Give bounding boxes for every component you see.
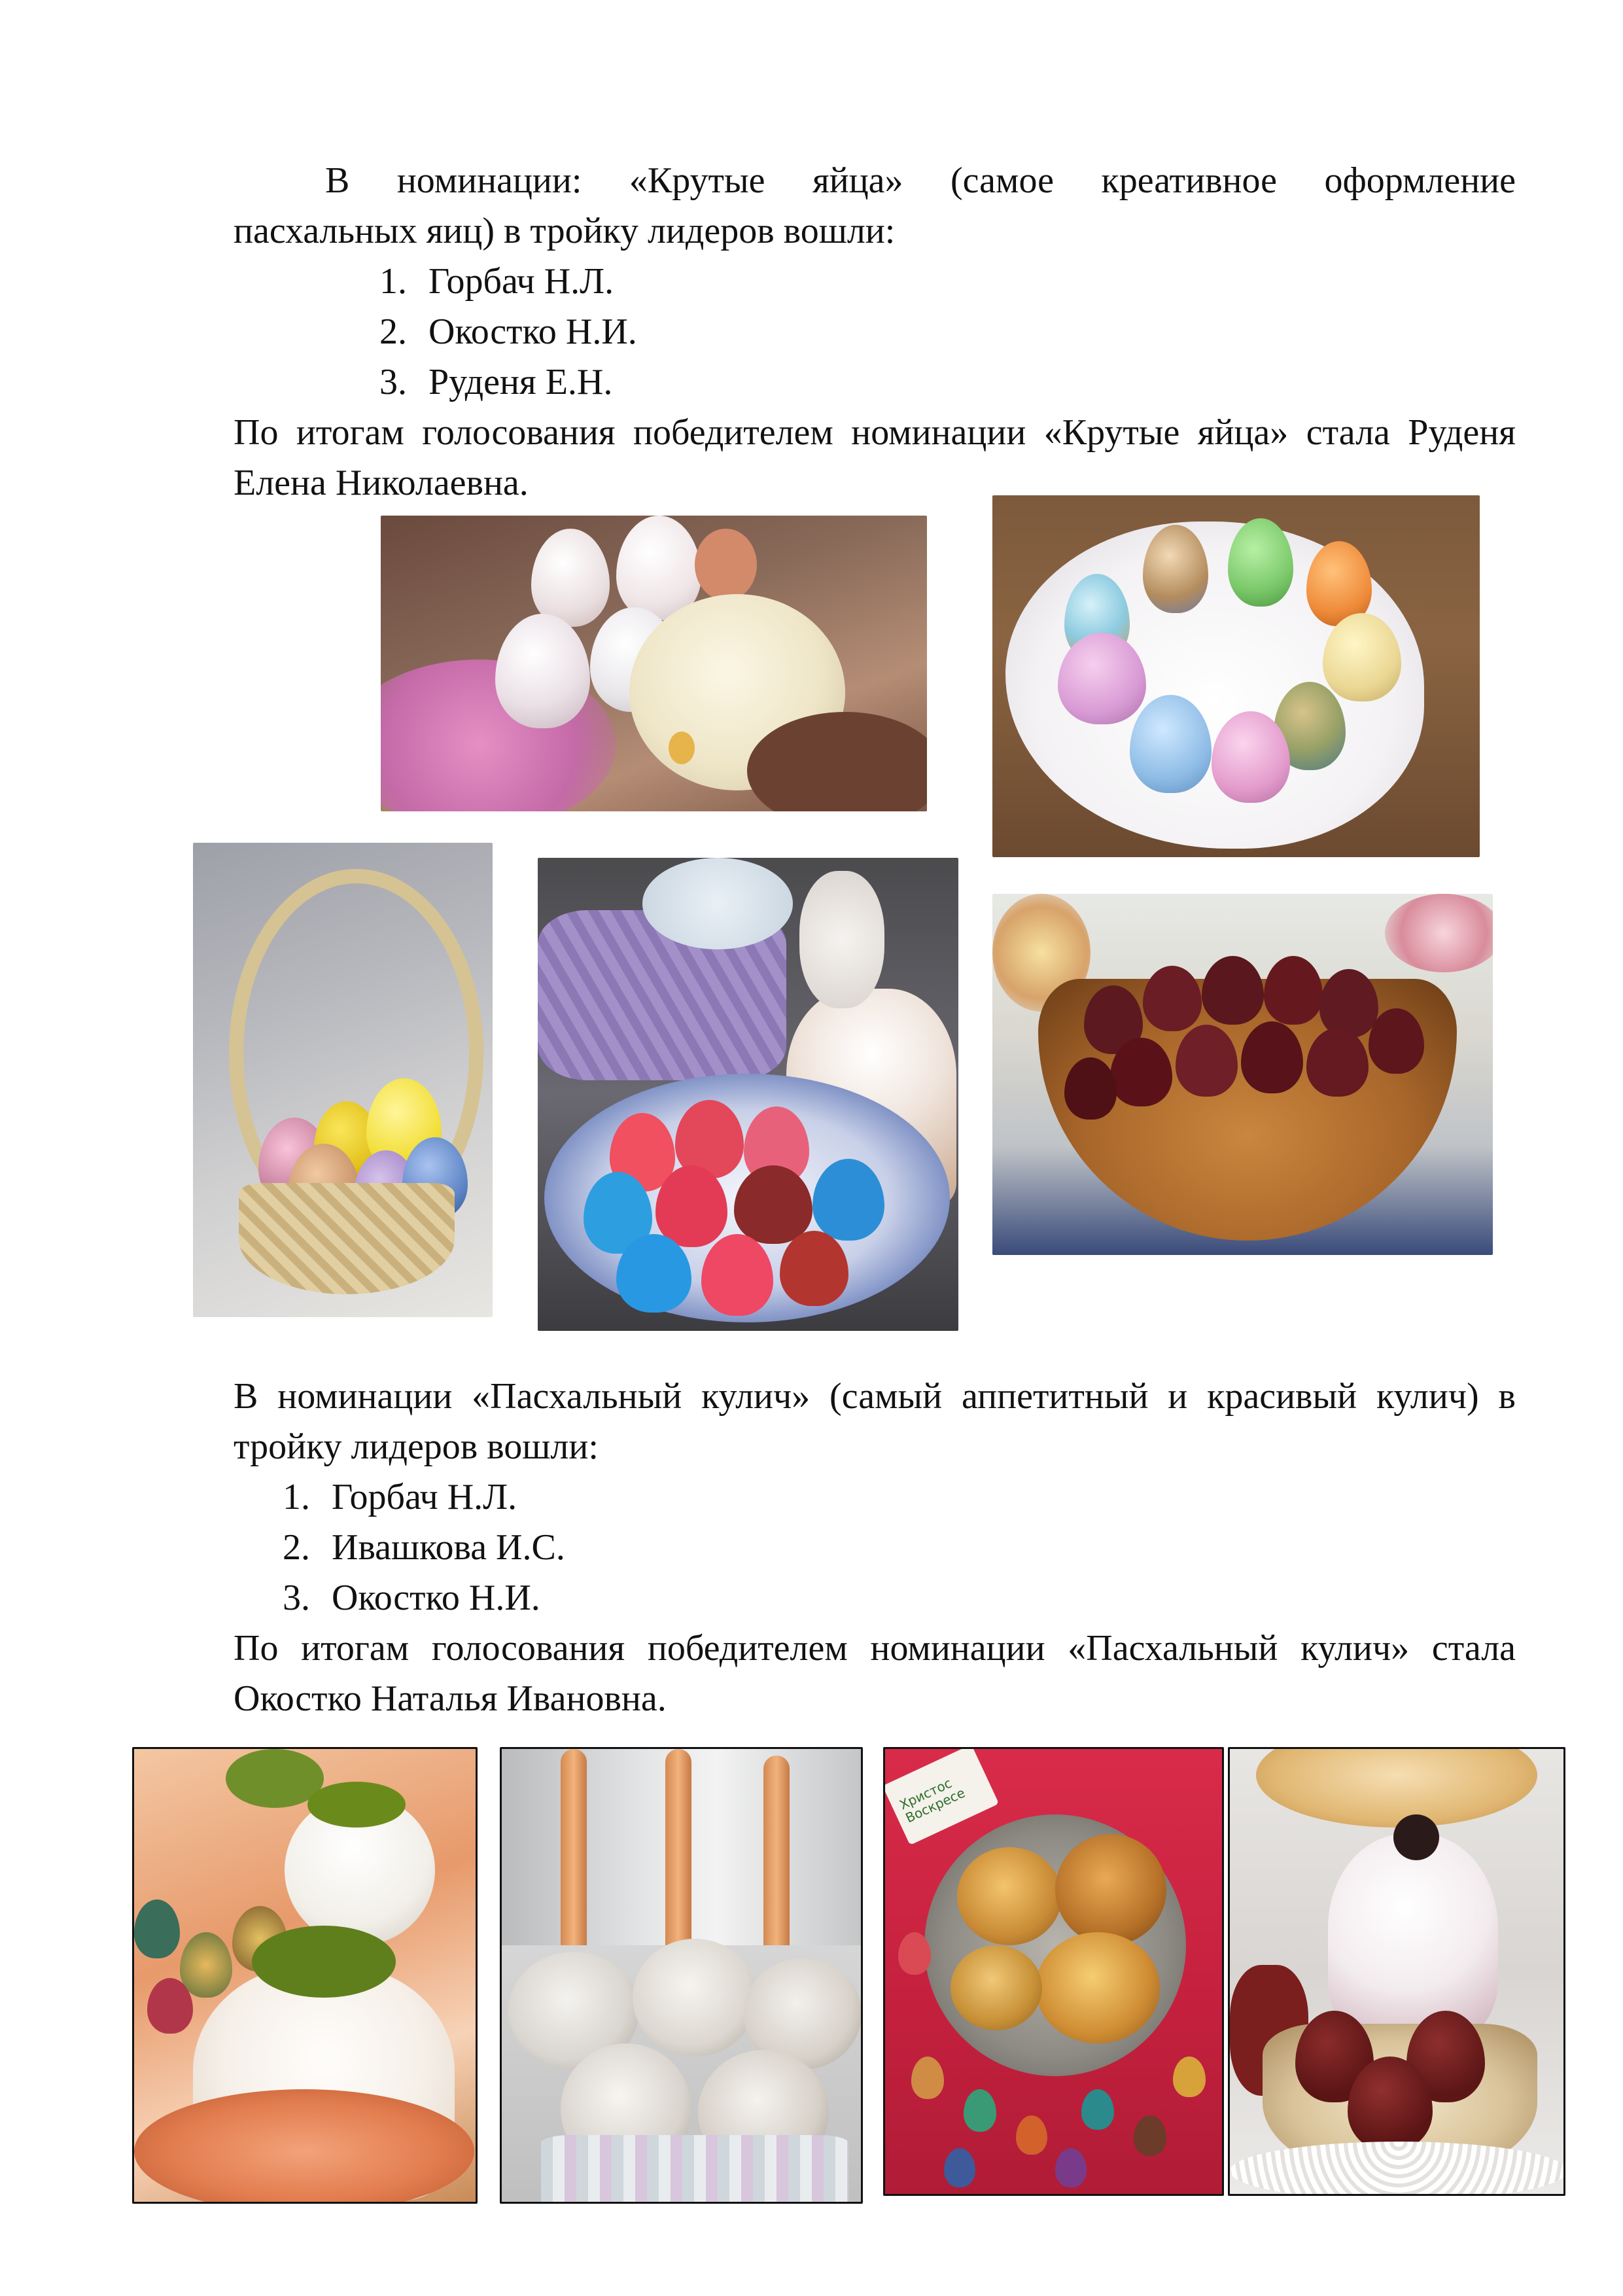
section1-intro-line1 xyxy=(234,156,1516,206)
photo-kulich-with-candles xyxy=(500,1747,863,2204)
section2-result: По итогам голосования победителем номинации «Пасхальный кулич» стала Окостко Наталья Ивановна. xyxy=(234,1628,1516,1719)
list-item: 1. Горбач Н.Л. xyxy=(283,1477,517,1517)
photo-decoupage-eggs-chick xyxy=(381,516,927,811)
photo-pastel-eggs-white-dish xyxy=(992,495,1480,857)
photo-basket-with-eggs xyxy=(193,843,493,1317)
section2-intro: В номинации «Пасхальный кулич» (самый аппетитный и красивый кулич) в тройку лидеров вошли: xyxy=(234,1376,1516,1467)
photo-plate-eggs-kulich-bunny xyxy=(538,858,958,1331)
sign-text: Христос Воскресе xyxy=(897,1775,968,1826)
section1-leaders-list xyxy=(379,256,637,408)
photo-kulich-with-brown-eggs xyxy=(1228,1747,1565,2196)
list-item: 2. Ивашкова И.С. xyxy=(283,1527,565,1568)
section2-leaders-list xyxy=(283,1472,565,1623)
section1-intro-text: В номинации: «Крутые яйца» (самое креативное оформление xyxy=(325,160,1516,201)
list-item: 2. Окостко Н.И. xyxy=(379,311,637,352)
list-item: 3. Руденя Е.Н. xyxy=(379,362,613,402)
photo-buns-in-basket-red-cloth xyxy=(883,1747,1224,2196)
photo-wooden-bowl-red-eggs xyxy=(992,894,1493,1255)
section1-intro-line2: пасхальных яиц) в тройку лидеров вошли: xyxy=(234,211,896,251)
list-item: 3. Окостко Н.И. xyxy=(283,1578,540,1618)
photo-kulich-moss-orange-wrap xyxy=(132,1747,478,2204)
list-item: 1. Горбач Н.Л. xyxy=(379,261,614,302)
section1-result: По итогам голосования победителем номинации «Крутые яйца» стала Руденя Елена Николаевна. xyxy=(234,412,1516,503)
